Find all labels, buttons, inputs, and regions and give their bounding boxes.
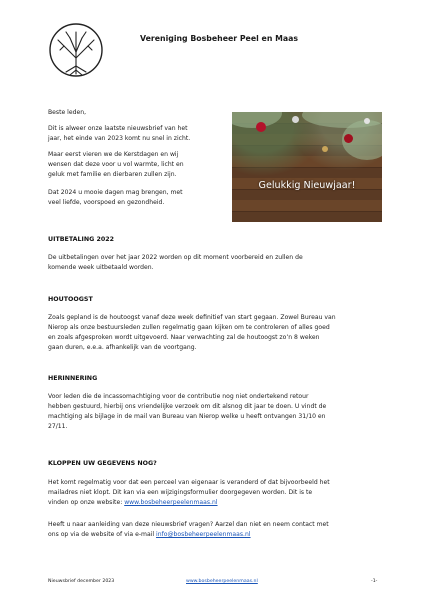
page-number: -1- xyxy=(371,579,378,584)
section-body-uitbetaling xyxy=(48,253,303,273)
text-line: komende week uitbetaald worden. xyxy=(48,263,154,271)
section-heading-uitbetaling: UITBETALING 2022 xyxy=(48,236,115,243)
section-heading-herinnering: HERINNERING xyxy=(48,375,98,382)
text-line: hebben gestuurd, hierbij ons vriendelijke verzoek om dit alsnog dit jaar te doen. U vindt de xyxy=(48,402,327,410)
text-line: geluk met familie en dierbaren zullen zijn. xyxy=(48,170,177,178)
ornament-icon xyxy=(256,122,266,132)
footer-website-link[interactable]: www.bosbeheerpeelenmaas.nl xyxy=(186,579,258,584)
text-line: Nierop als onze bestuursleden zullen regelmatig gaan kijken om te controleren of alles goed xyxy=(48,323,330,331)
text-fragment: vinden op onze website: xyxy=(48,498,125,506)
ornament-icon xyxy=(322,146,328,152)
text-line: Maar eerst vieren we de Kerstdagen en wij xyxy=(48,151,179,158)
intro-paragraph-1 xyxy=(48,124,190,144)
text-line: mailadres niet klopt. Dit kan via een wijzigingsformulier doorgegeven worden. Dit is te xyxy=(48,488,313,496)
text-line: 27/11. xyxy=(48,422,68,430)
organization-title: Vereniging Bosbeheer Peel en Maas xyxy=(140,34,299,43)
footer-issue-label: Nieuwsbrief december 2023 xyxy=(48,579,115,584)
ornament-icon xyxy=(292,116,299,123)
ornament-icon xyxy=(344,134,353,143)
text-line: Heeft u naar aanleiding van deze nieuwsbrief vragen? Aarzel dan niet en neem contact met xyxy=(48,521,329,528)
intro-paragraph-2 xyxy=(48,150,184,180)
intro-paragraph-3 xyxy=(48,188,183,208)
ornament-icon xyxy=(364,118,370,124)
tree-logo-icon xyxy=(48,22,104,78)
text-line xyxy=(48,498,330,508)
section-body-houtoogst xyxy=(48,313,336,353)
text-line: Voor leden die de incassomachtiging voor de contributie nog niet ondertekend retour xyxy=(48,393,309,400)
text-line: veel liefde, voorspoed en gezondheid. xyxy=(48,198,165,206)
text-line: Zoals gepland is de houtoogst vanaf deze week definitief van start gegaan. Zowel Bureau van xyxy=(48,314,336,321)
section-heading-houtoogst: HOUTOOGST xyxy=(48,296,93,303)
text-line: Dit is alweer onze laatste nieuwsbrief van het xyxy=(48,125,188,132)
section-body-herinnering xyxy=(48,392,326,432)
website-link[interactable]: www.bosbeheerpeelenmaas.nl xyxy=(124,498,218,506)
text-line xyxy=(48,530,329,540)
text-line: De uitbetalingen over het jaar 2022 worden op dit moment voorbereid en zullen de xyxy=(48,254,303,261)
section-heading-kloppen: KLOPPEN UW GEGEVENS NOG? xyxy=(48,460,157,467)
text-line: Het komt regelmatig voor dat een perceel van eigenaar is veranderd of dat bijvoorbeeld het xyxy=(48,479,330,486)
text-fragment: ons op via de website of via e-mail xyxy=(48,530,157,538)
text-line: Dat 2024 u mooie dagen mag brengen, met xyxy=(48,189,183,196)
text-line: jaar, het einde van 2023 komt nu snel in zicht. xyxy=(48,134,191,142)
text-line: gaan duren, e.e.a. afhankelijk van de voortgang. xyxy=(48,343,197,351)
section-body-kloppen xyxy=(48,478,330,508)
new-year-image xyxy=(232,112,382,222)
text-line: en zoals afgesproken wordt uitgevoerd. Naar verwachting zal de houtoogst zo’n 8 weken xyxy=(48,333,320,341)
contact-paragraph xyxy=(48,520,329,540)
email-link[interactable]: info@bosbeheerpeelenmaas.nl xyxy=(156,530,251,538)
text-line: machtiging als bijlage in de mail van Bureau van Nierop welke u heeft ontvangen 31/10 en xyxy=(48,412,326,420)
hero-greeting: Gelukkig Nieuwjaar! xyxy=(258,180,356,191)
salutation: Beste leden, xyxy=(48,109,87,116)
text-line: wensen dat deze voor u vol warmte, licht en xyxy=(48,160,184,168)
